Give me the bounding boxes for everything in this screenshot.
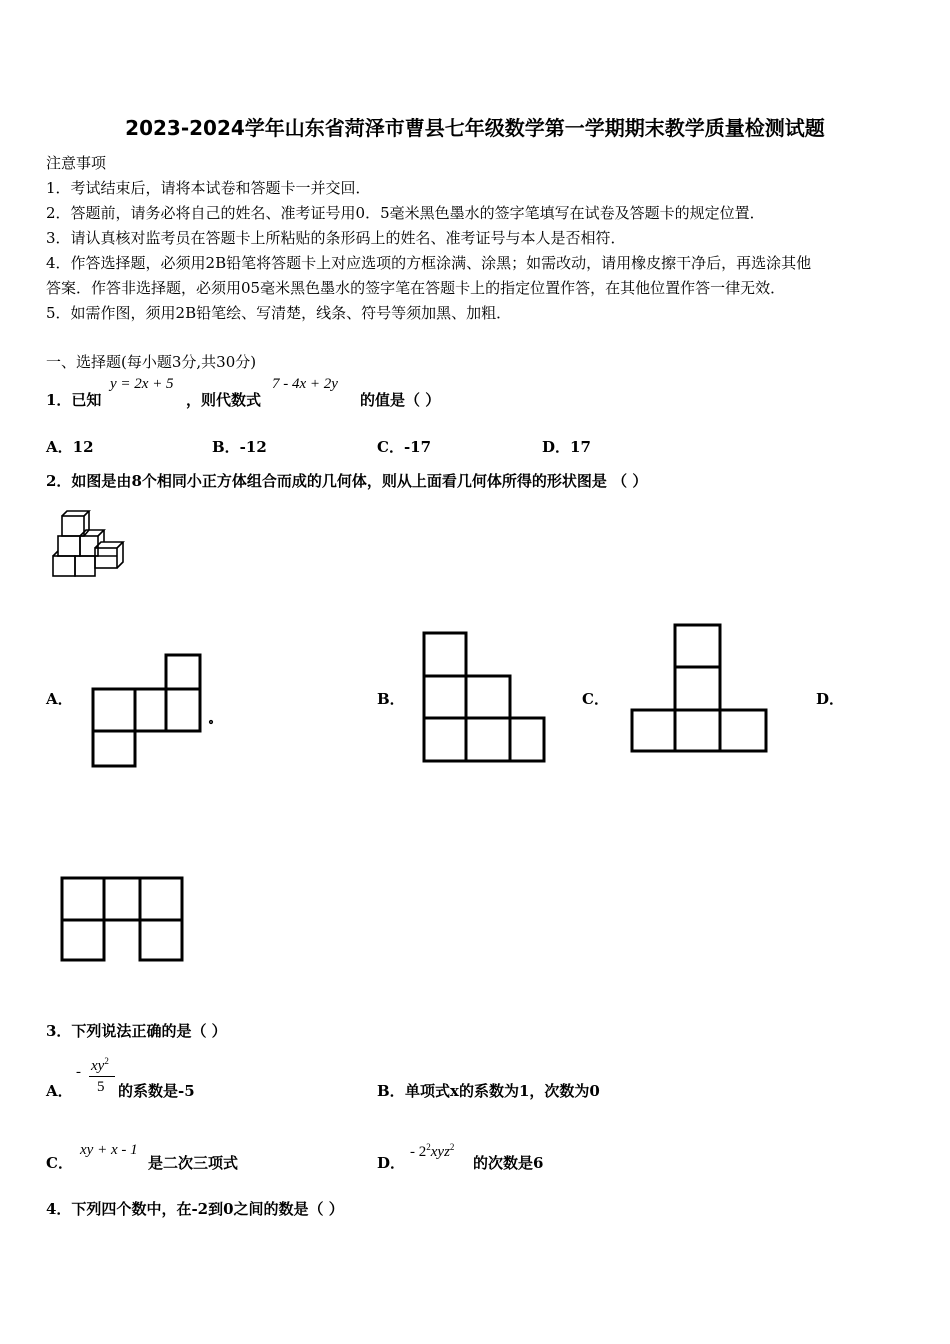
q3-option-b-label[interactable]: B．: [377, 1082, 405, 1100]
q3-d-expression: - $2^2xyz^2$: [410, 1142, 455, 1160]
q1-expression: 7 - 4x + 2y: [272, 376, 338, 392]
q3-c-text: 是二次三项式: [148, 1154, 239, 1172]
q2-option-a-label[interactable]: A．: [46, 690, 73, 708]
q1-option-a[interactable]: A．12: [46, 438, 94, 456]
q3-a-denominator: 5: [97, 1079, 105, 1095]
q3-a-numerator: $xy^2$: [91, 1056, 109, 1074]
q1-suffix: 的值是（ ）: [360, 391, 441, 409]
notice-item: 2．答题前，请务必将自己的姓名、准考证号用0．5毫米黑色墨水的签字笔填写在试卷及答题卡的规定位置．: [46, 204, 765, 222]
notice-heading: 注意事项: [46, 154, 107, 172]
q4-text: 4．下列四个数中，在-2到0之间的数是（ ）: [46, 1200, 344, 1218]
notice-item: 答案．作答非选择题，必须用05毫米黑色墨水的签字笔在答题卡上的指定位置作答，在其他位置作答一律无效．: [46, 279, 786, 297]
q2-option-b-label[interactable]: B．: [377, 690, 405, 708]
q1-equation: y = 2x + 5: [110, 376, 174, 392]
q3-a-minus: -: [76, 1064, 81, 1080]
q1-middle: ，则代数式: [186, 391, 262, 409]
q2-option-a-shape: [90, 652, 215, 770]
q3-option-a-label[interactable]: A．: [46, 1082, 73, 1100]
q3-c-expression: xy + x - 1: [80, 1142, 138, 1158]
notice-item: 1．考试结束后，请将本试卷和答题卡一并交回．: [46, 179, 371, 197]
fraction-bar: [89, 1076, 115, 1077]
q3-b-text: 单项式x的系数为1，次数为0: [405, 1082, 600, 1100]
q1-option-b[interactable]: B．-12: [212, 438, 267, 456]
q2-option-b-shape: [420, 630, 548, 765]
q2-option-c-shape: [628, 622, 772, 756]
q3-option-c-label[interactable]: C．: [46, 1154, 73, 1172]
notice-item: 4．作答选择题，必须用2B铅笔将答题卡上对应选项的方框涂满、涂黑；如需改动，请用橡皮擦干净后，再选涂其他: [46, 254, 812, 272]
q1-option-c[interactable]: C．-17: [377, 438, 432, 456]
q2-option-c-label[interactable]: C．: [582, 690, 609, 708]
q3-text: 3．下列说法正确的是（ ）: [46, 1022, 227, 1040]
q1-option-d[interactable]: D．17: [542, 438, 591, 456]
q2-option-d-shape: [58, 874, 188, 966]
q2-option-d-label[interactable]: D．: [816, 690, 845, 708]
page-title: 2023-2024学年山东省菏泽市曹县七年级数学第一学期期末教学质量检测试题: [125, 116, 825, 140]
q2-text: 2．如图是由8个相同小正方体组合而成的几何体，则从上面看几何体所得的形状图是 （ ）: [46, 472, 648, 490]
q3-d-text: 的次数是6: [473, 1154, 544, 1172]
notice-item: 3．请认真核对监考员在答题卡上所粘贴的条形码上的姓名、准考证号与本人是否相符．: [46, 229, 626, 247]
cube-figure: [50, 508, 132, 580]
q1-prefix: 1．已知: [46, 391, 102, 409]
q3-option-d-label[interactable]: D．: [377, 1154, 406, 1172]
notice-item: 5．如需作图，须用2B铅笔绘、写清楚，线条、符号等须加黑、加粗．: [46, 304, 512, 322]
q3-a-text: 的系数是-5: [118, 1082, 195, 1100]
section-heading: 一、选择题(每小题3分,共30分): [46, 353, 257, 371]
